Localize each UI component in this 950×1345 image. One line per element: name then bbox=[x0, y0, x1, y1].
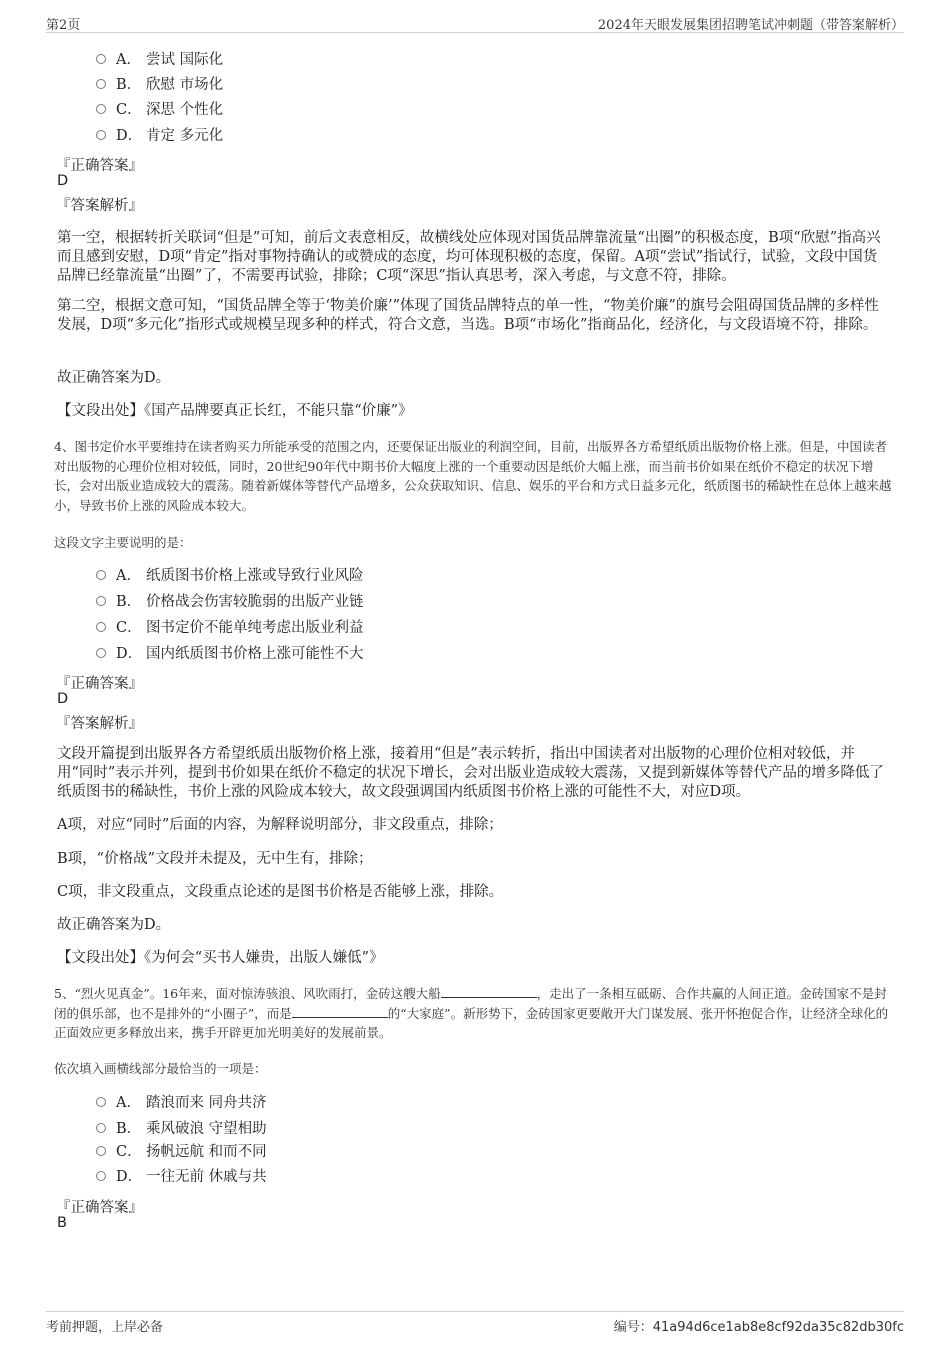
q5-stem: 5、“烈火见真金”。16年来，面对惊涛骇浪、风吹雨打，金砖这艘大船 ，走出了一条相互砥砺、合作共赢的人间正道。金砖国家不是封闭的俱乐部，也不是排外的“小圈子”，而是 的“大家庭”。新形势下，金砖国家更要敞开大门谋发展、张开怀抱促合作，让经济全球化的正面效应更多释放出来，携手开辟更加光明美好的发展前景。 bbox=[54, 986, 889, 1040]
q3-analysis-label: 『答案解析』 bbox=[56, 198, 143, 214]
q3-option-b[interactable]: B． 欣慰 市场化 bbox=[96, 75, 223, 95]
q3-analysis-para-2: 第二空，根据文意可知，“国货品牌全等于‘物美价廉’”体现了国货品牌特点的单一性，“物美价廉”的旗号会阻碍国货品牌的多样性发展，D项“多元化”指形式或规模呈现多种的样式，符合文意，当选。B项“市场化”指商品化，经济化，与文段语境不符，排除。 bbox=[57, 298, 879, 333]
radio-icon[interactable] bbox=[96, 570, 106, 580]
q5-option-c[interactable]: C． 扬帆远航 和而不同 bbox=[96, 1142, 267, 1162]
q3-option-d[interactable]: D． 肯定 多元化 bbox=[96, 126, 223, 146]
radio-icon[interactable] bbox=[96, 596, 106, 606]
radio-icon[interactable] bbox=[96, 1146, 106, 1156]
q4-option-d[interactable]: D． 国内纸质图书价格上涨可能性不大 bbox=[96, 644, 364, 664]
q4-analysis-b: B项，“价格战”文段并未提及，无中生有，排除； bbox=[57, 851, 373, 867]
page-footer bbox=[46, 1311, 904, 1336]
q4-analysis-label: 『答案解析』 bbox=[56, 716, 143, 732]
q4-answer: D bbox=[57, 691, 69, 707]
document-title: 2024年天眼发展集团招聘笔试冲刺题（带答案解析） bbox=[597, 18, 904, 33]
q4-source: 【文段出处】《为何会“买书人嫌贵，出版人嫌低”》 bbox=[57, 950, 384, 966]
q5-answer-label: 『正确答案』 bbox=[56, 1200, 143, 1216]
q5-prompt: 依次填入画横线部分最恰当的一项是： bbox=[54, 1061, 267, 1076]
q4-answer-label: 『正确答案』 bbox=[56, 676, 143, 692]
fill-blank-1[interactable] bbox=[441, 985, 537, 998]
radio-icon[interactable] bbox=[96, 130, 106, 140]
q5-option-a[interactable]: A． 踏浪而来 同舟共济 bbox=[96, 1093, 267, 1113]
q4-analysis-conclusion: 故正确答案为D。 bbox=[57, 917, 171, 933]
q3-answer-label: 『正确答案』 bbox=[56, 158, 143, 174]
q5-option-b[interactable]: B． 乘风破浪 守望相助 bbox=[96, 1119, 267, 1139]
q5-option-d[interactable]: D． 一往无前 休戚与共 bbox=[96, 1167, 267, 1187]
q3-option-a[interactable]: A． 尝试 国际化 bbox=[96, 50, 223, 70]
radio-icon[interactable] bbox=[96, 54, 106, 64]
q4-option-c[interactable]: C． 图书定价不能单纯考虑出版业利益 bbox=[96, 618, 364, 638]
q3-answer: D bbox=[57, 173, 69, 189]
radio-icon[interactable] bbox=[96, 1171, 106, 1181]
q4-analysis-para-1: 文段开篇提到出版界各方希望纸质出版物价格上涨，接着用“但是”表示转折，指出中国读者对出版物的心理价位相对较低，并用“同时”表示并列，提到书价如果在纸价不稳定的状况下增长，会对出版业造成较大震荡，又提到新媒体等替代产品的增多降低了纸质图书的稀缺性，书价上涨的风险成本较大，故文段强调国内纸质图书价格上涨的可能性不大，对应D项。 bbox=[57, 746, 884, 800]
page-header bbox=[46, 12, 904, 33]
q5-answer: B bbox=[57, 1215, 67, 1231]
fill-blank-2[interactable] bbox=[292, 1005, 388, 1018]
q4-stem: 4、图书定价水平要维持在读者购买力所能承受的范围之内，还要保证出版业的利润空间，目前，出版界各方希望纸质出版物价格上涨。但是，中国读者对出版物的心理价位相对较低，同时，20世纪90年代中期书价大幅度上涨的一个重要动因是纸价大幅上涨，而当前书价如果在纸价不稳定的状况下增长，会对出版业造成较大的震荡。随着新媒体等替代产品增多，公众获取知识、信息、娱乐的平台和方式日益多元化，纸质图书的稀缺性在总体上越来越小，导致书价上涨的风险成本较大。 bbox=[54, 439, 892, 513]
q4-option-a[interactable]: A． 纸质图书价格上涨或导致行业风险 bbox=[96, 566, 364, 586]
radio-icon[interactable] bbox=[96, 1097, 106, 1107]
radio-icon[interactable] bbox=[96, 79, 106, 89]
radio-icon[interactable] bbox=[96, 1123, 106, 1133]
q4-option-b[interactable]: B． 价格战会伤害较脆弱的出版产业链 bbox=[96, 592, 364, 612]
q3-source: 【文段出处】《国产品牌要真正长红，不能只靠“价廉”》 bbox=[57, 403, 413, 419]
radio-icon[interactable] bbox=[96, 648, 106, 658]
q4-analysis-a: A项，对应“同时”后面的内容，为解释说明部分，非文段重点，排除； bbox=[57, 817, 503, 833]
radio-icon[interactable] bbox=[96, 104, 106, 114]
page-number: 第2页 bbox=[46, 18, 81, 33]
q3-analysis-para-1: 第一空，根据转折关联词“但是”可知，前后文表意相反，故横线处应体现对国货品牌靠流量“出圈”的积极态度，B项“欣慰”指高兴而且感到安慰，D项“肯定”指对事物持确认的或赞成的态度，均可体现积极的态度，保留。A项“尝试”指试行，试验，文段中国货品牌已经靠流量“出圈”了，不需要再试验，排除；C项“深思”指认真思考，深入考虑，与文意不符，排除。 bbox=[57, 230, 881, 284]
q4-analysis-c: C项，非文段重点，文段重点论述的是图书价格是否能够上涨，排除。 bbox=[57, 884, 504, 900]
q4-prompt: 这段文字主要说明的是： bbox=[54, 535, 192, 550]
q3-analysis-conclusion: 故正确答案为D。 bbox=[57, 370, 171, 386]
radio-icon[interactable] bbox=[96, 622, 106, 632]
footer-slogan: 考前押题，上岸必备 bbox=[46, 1320, 164, 1335]
q3-option-c[interactable]: C． 深思 个性化 bbox=[96, 100, 223, 120]
document-code: 编号：41a94d6ce1ab8e8cf92da35c82db30fc bbox=[613, 1320, 904, 1335]
